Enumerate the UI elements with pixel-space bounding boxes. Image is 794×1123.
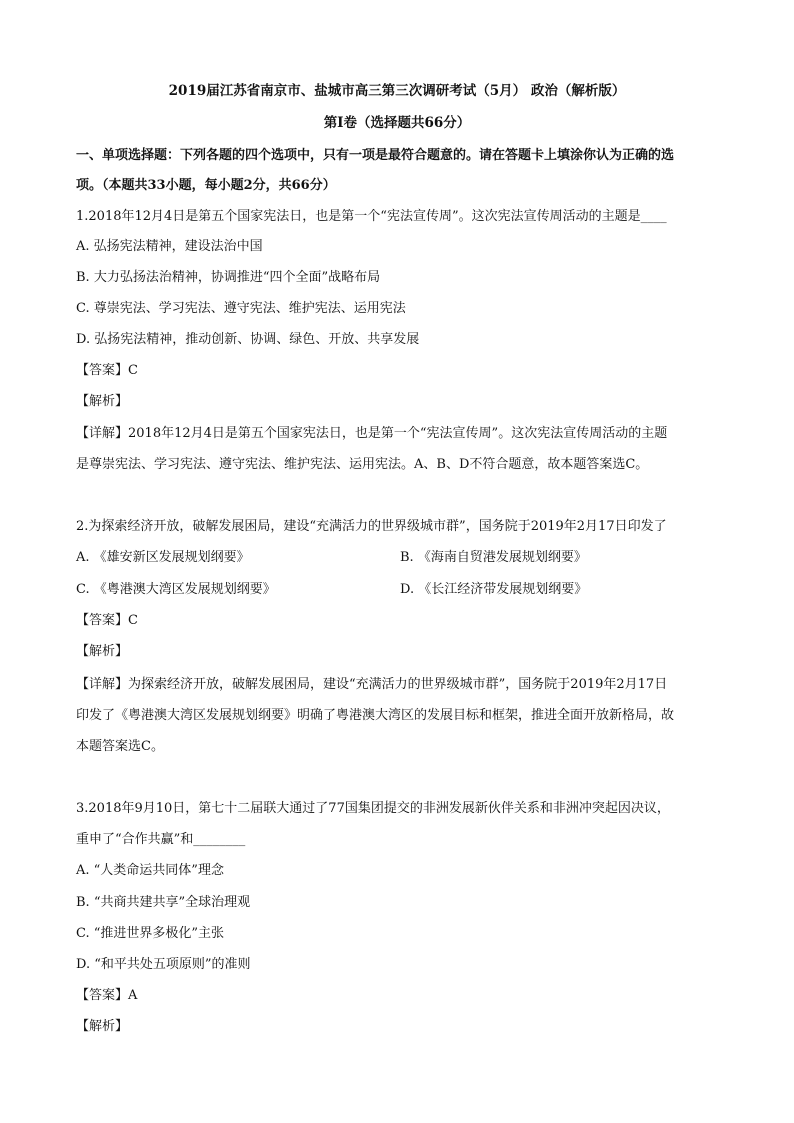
q3-option-d: D. “和平共处五项原则”的准则 [76,957,251,972]
instructions-line-2: 项。（本题共33小题，每小题2分，共66分） [76,178,336,193]
q1-detail-line-1: 【详解】2018年12月4日是第五个国家宪法日，也是第一个“宪法宣传周”。这次宪法宣传周活动的主题 [76,426,668,441]
q3-answer: 【答案】A [76,988,138,1003]
q3-stem-line-1: 3.2018年9月10日，第七十二届联大通过了77国集团提交的非洲发展新伙伴关系和非洲冲突起因决议， [76,801,670,816]
q2-option-a: A. 《雄安新区发展规划纲要》 [76,550,250,565]
q1-option-c: C. 尊崇宪法、学习宪法、遵守宪法、维护宪法、运用宪法 [76,301,406,316]
q2-answer: 【答案】C [76,613,138,628]
q1-detail-line-2: 是尊崇宪法、学习宪法、遵守宪法、维护宪法、运用宪法。A、B、D不符合题意，故本题答案选C。 [76,457,649,472]
q1-option-d: D. 弘扬宪法精神，推动创新、协调、绿色、开放、共享发展 [76,332,420,347]
instructions-line-1: 一、单项选择题：下列各题的四个选项中，只有一项是最符合题意的。请在答题卡上填涂你认为正确的选 [76,148,675,163]
q2-option-c: C. 《粤港澳大湾区发展规划纲要》 [76,582,276,597]
q1-stem: 1.2018年12月4日是第五个国家宪法日，也是第一个“宪法宣传周”。这次宪法宣传周活动的主题是____ [76,209,667,224]
document-title: 2019届江苏省南京市、盐城市高三第三次调研考试（5月） 政治（解析版） [168,83,626,99]
q2-option-b: B. 《海南自贸港发展规划纲要》 [400,550,587,565]
q1-analysis-label: 【解析】 [76,394,129,409]
q1-option-b: B. 大力弘扬法治精神，协调推进“四个全面”战略布局 [76,270,381,285]
q2-option-d: D. 《长江经济带发展规划纲要》 [400,582,588,597]
q3-option-c: C. “推进世界多极化”主张 [76,926,225,941]
q2-detail-line-3: 本题答案选C。 [76,739,164,754]
q2-stem: 2.为探索经济开放，破解发展困局，建设“充满活力的世界级城市群”，国务院于2019年2月17日印发了 [76,519,667,534]
q1-answer: 【答案】C [76,363,138,378]
q3-option-b: B. “共商共建共享”全球治理观 [76,895,251,910]
q2-detail-line-1: 【详解】为探索经济开放，破解发展困局，建设“充满活力的世界级城市群”，国务院于2019年2月17日 [76,677,668,692]
q3-analysis-label: 【解析】 [76,1019,129,1034]
q2-analysis-label: 【解析】 [76,644,129,659]
q3-stem-line-2: 重申了“合作共赢”和________ [76,832,246,847]
section-subtitle: 第Ⅰ卷（选择题共66分） [323,115,471,131]
q2-detail-line-2: 印发了《粤港澳大湾区发展规划纲要》明确了粤港澳大湾区的发展目标和框架，推进全面开放新格局，故 [76,708,675,723]
q1-option-a: A. 弘扬宪法精神，建设法治中国 [76,239,263,254]
q3-option-a: A. “人类命运共同体”理念 [76,863,224,878]
